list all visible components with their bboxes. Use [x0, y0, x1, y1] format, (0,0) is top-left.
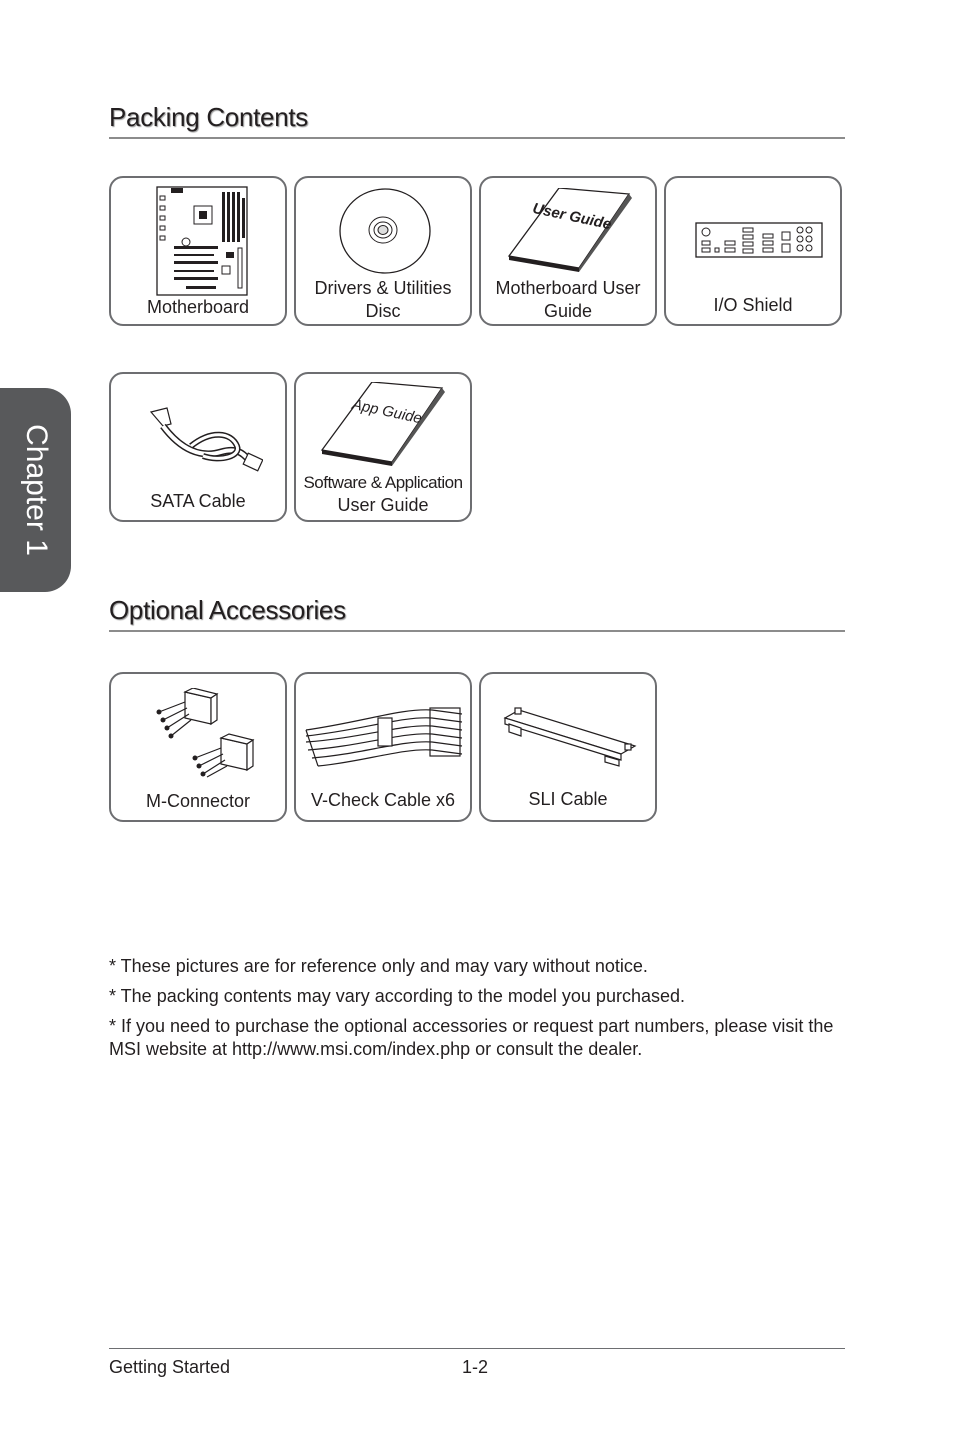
v-check-cable-icon — [302, 700, 468, 774]
app-guide-label-line2: User Guide — [337, 495, 429, 515]
user-guide-card — [479, 176, 657, 326]
note-purchase-info: * If you need to purchase the optional accessories or request part numbers, please visit the MSI website at http://www.msi.com/index.php or consult the dealer. — [109, 1016, 834, 1059]
optional-accessories-title: Optional Accessories — [109, 595, 346, 625]
sli-cable-icon — [501, 704, 641, 768]
footer-section: Getting Started — [109, 1357, 231, 1377]
motherboard-label: Motherboard — [146, 297, 250, 317]
chapter-tab-label: Chapter 1 — [20, 424, 53, 556]
packing-contents-title: Packing Contents — [109, 102, 308, 132]
user-guide-book-text: User Guide — [531, 199, 613, 234]
app-guide-label-line1: Software & Application — [303, 473, 463, 492]
motherboard-icon — [156, 186, 248, 296]
app-guide-book-icon — [320, 382, 448, 466]
io-shield-icon — [695, 222, 823, 258]
user-guide-book-icon — [507, 188, 635, 272]
footer-rule — [109, 1348, 845, 1349]
m-connector-icon — [151, 688, 255, 778]
disc-card — [294, 176, 472, 326]
m-connector-card — [109, 672, 287, 822]
sli-cable-card — [479, 672, 657, 822]
m-connector-label: M-Connector — [145, 791, 251, 811]
sata-cable-icon — [141, 400, 263, 474]
packing-contents-rule — [109, 137, 845, 139]
app-guide-card — [294, 372, 472, 522]
optional-accessories-rule — [109, 630, 845, 632]
v-check-cable-label: V-Check Cable x6 — [310, 790, 456, 810]
motherboard-card — [109, 176, 287, 326]
page-number: 1-2 — [462, 1357, 489, 1377]
notes — [109, 955, 845, 1068]
sata-cable-card — [109, 372, 287, 522]
disc-icon — [338, 186, 432, 276]
note-reference-only: * These pictures are for reference only and may vary without notice. — [109, 956, 648, 976]
disc-label: Drivers & Utilities Disc — [314, 278, 452, 321]
note-contents-vary: * The packing contents may vary according to the model you purchased. — [109, 986, 685, 1006]
chapter-tab — [0, 388, 71, 592]
io-shield-label: I/O Shield — [713, 295, 793, 315]
user-guide-label: Motherboard User Guide — [495, 278, 641, 321]
sli-cable-label: SLI Cable — [528, 789, 608, 809]
io-shield-card — [664, 176, 842, 326]
v-check-cable-card — [294, 672, 472, 822]
app-guide-book-text: App Guide — [350, 395, 424, 428]
sata-cable-label: SATA Cable — [150, 491, 246, 511]
